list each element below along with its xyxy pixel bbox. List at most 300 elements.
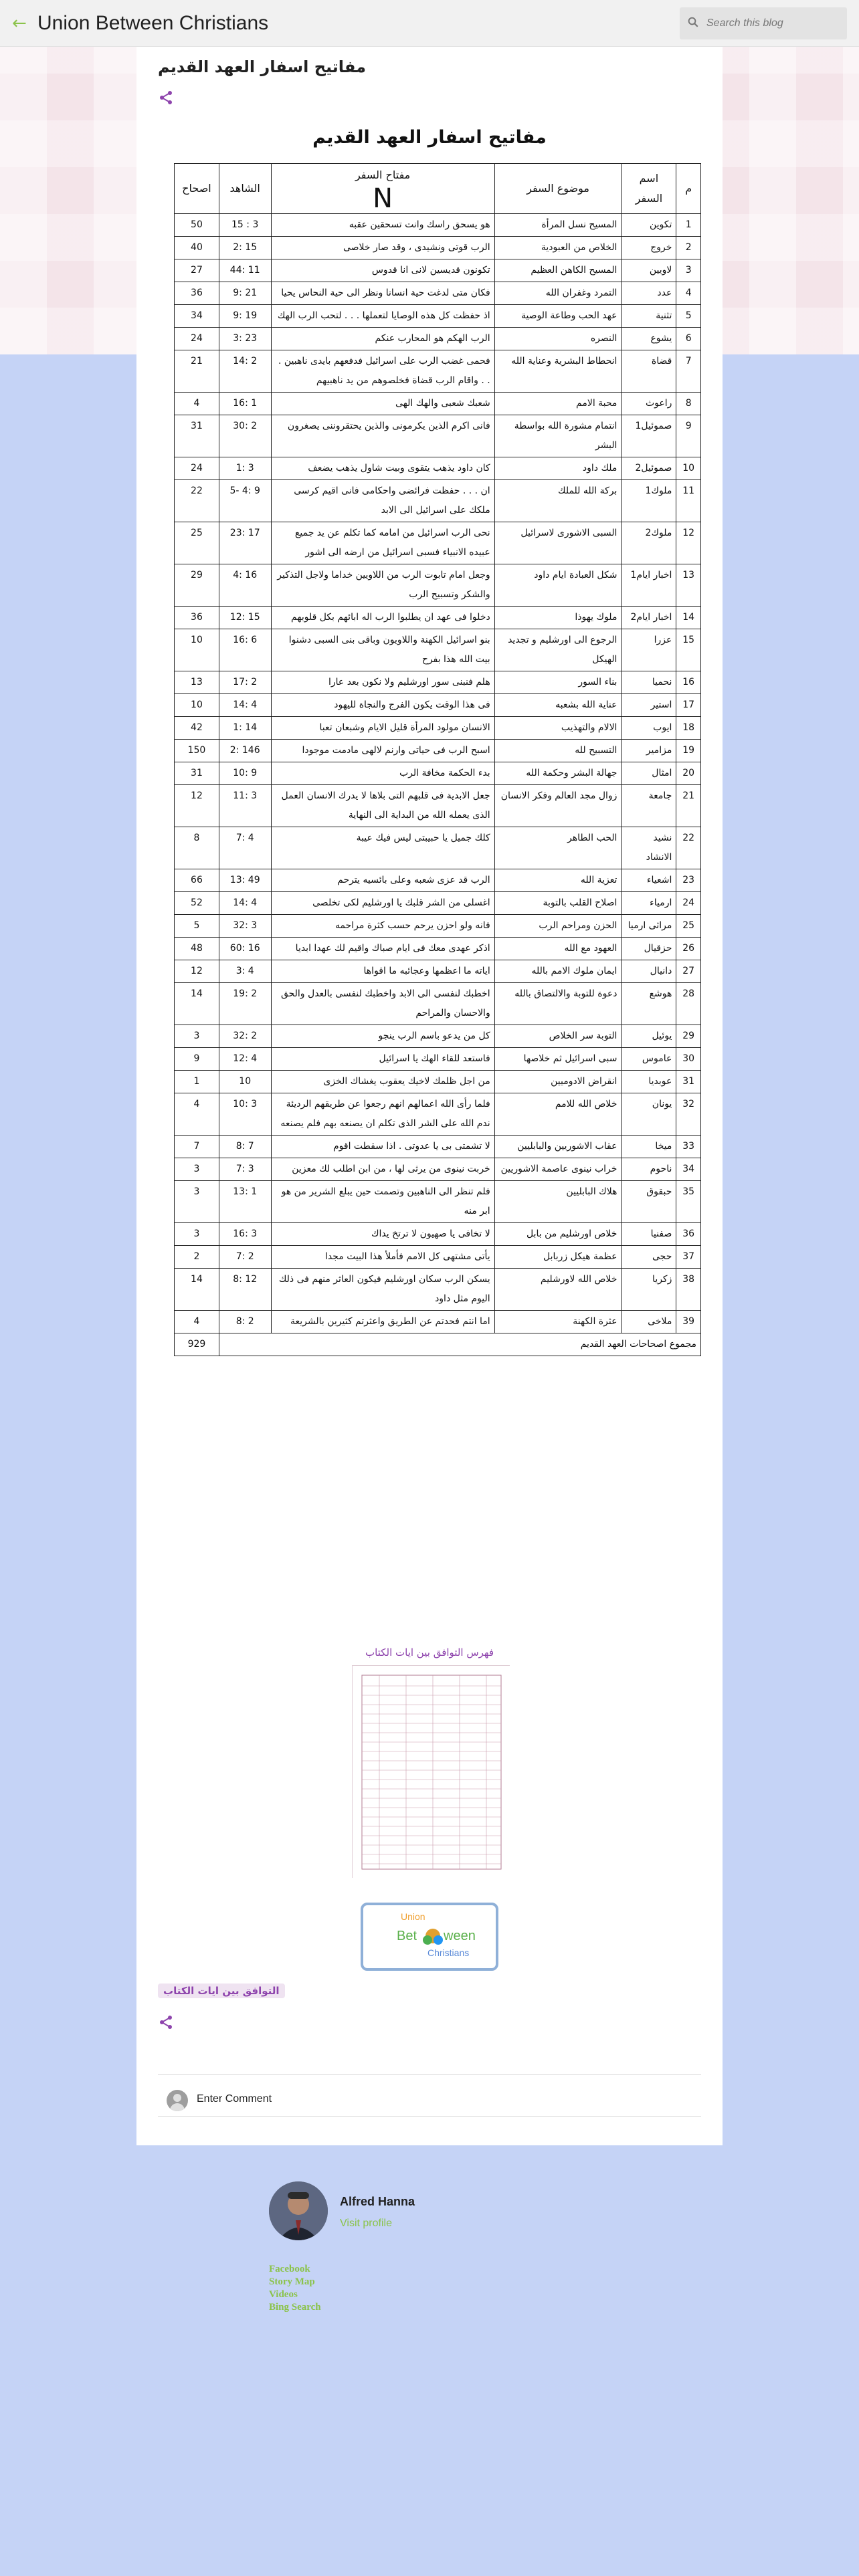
row-witness: 3 :32: [219, 915, 271, 938]
row-book-name: يشوع: [622, 328, 676, 350]
row-chapters: 24: [175, 328, 219, 350]
footer-link-videos[interactable]: Videos: [269, 2289, 298, 2300]
row-witness: 19 :9: [219, 305, 271, 328]
table-row: [175, 214, 701, 237]
search-box[interactable]: [680, 7, 847, 39]
row-number: 36: [676, 1223, 701, 1246]
row-number: 33: [676, 1136, 701, 1158]
row-witness: 2 :30: [219, 415, 271, 457]
table-row: [175, 1071, 701, 1093]
row-subject: انحطاط البشرية وعناية الله: [494, 350, 622, 393]
row-key-verse: لا تشمتى بى يا عدوتى . اذا سقطت اقوم: [271, 1136, 494, 1158]
row-chapters: 4: [175, 393, 219, 415]
row-witness: 6 :16: [219, 629, 271, 671]
row-book-name: مراثى ارميا: [622, 915, 676, 938]
row-key-verse: الرب الهكم هو المحارب عنكم: [271, 328, 494, 350]
footer-link-bing-search[interactable]: Bing Search: [269, 2302, 321, 2313]
row-book-name: راعوث: [622, 393, 676, 415]
row-key-verse: اغسلى من الشر قلبك يا اورشليم لكى تخلصى: [271, 892, 494, 915]
header-key-glyph: N: [373, 183, 393, 214]
comment-divider-bottom: [158, 2116, 701, 2117]
row-number: 30: [676, 1048, 701, 1071]
row-chapters: 14: [175, 1269, 219, 1311]
table-row: [175, 1223, 701, 1246]
post-title: مفاتيح اسفار العهد القديم: [158, 58, 366, 76]
row-number: 34: [676, 1158, 701, 1181]
total-label: مجموع اصحاحات العهد القديم: [219, 1333, 700, 1356]
blog-title[interactable]: Union Between Christians: [37, 11, 269, 34]
row-book-name: هوشع: [622, 983, 676, 1025]
post-card: [136, 47, 723, 2145]
row-witness: 2 :17: [219, 671, 271, 694]
row-subject: انتمام مشورة الله بواسطة البشر: [494, 415, 622, 457]
table-row: [175, 740, 701, 762]
row-chapters: 22: [175, 480, 219, 522]
row-number: 20: [676, 762, 701, 785]
table-row: [175, 785, 701, 827]
row-subject: زوال مجد العالم وفكر الانسان: [494, 785, 622, 827]
row-number: 6: [676, 328, 701, 350]
logo-text-mid-right: ween: [444, 1929, 476, 1943]
row-key-verse: اذكر عهدى معك فى ايام صباك واقيم لك عهدا ابديا: [271, 938, 494, 960]
row-witness: 49 :13: [219, 869, 271, 892]
row-witness: 1 :16: [219, 393, 271, 415]
table-row: [175, 1093, 701, 1136]
comment-divider-top: [158, 2074, 701, 2075]
header-number: م: [676, 164, 701, 214]
row-witness: 146 :2: [219, 740, 271, 762]
row-chapters: 34: [175, 305, 219, 328]
row-subject: المسيح الكاهن العظيم: [494, 259, 622, 282]
content-title: مفاتيح اسفار العهد القديم: [312, 127, 547, 148]
table-row: [175, 393, 701, 415]
row-subject: الالام والتهذيب: [494, 717, 622, 740]
row-number: 19: [676, 740, 701, 762]
row-chapters: 3: [175, 1025, 219, 1048]
total-value: 929: [175, 1333, 219, 1356]
profile-avatar[interactable]: [269, 2181, 328, 2240]
row-chapters: 13: [175, 671, 219, 694]
header-key-label: مفتاح السفر: [355, 169, 411, 181]
row-subject: الرجوع الى اورشليم و تجديد الهيكل: [494, 629, 622, 671]
row-key-verse: اياته ما اعظمها وعجائبه ما اقواها: [271, 960, 494, 983]
row-number: 24: [676, 892, 701, 915]
top-app-bar: [0, 0, 859, 47]
row-subject: ملوك يهوذا: [494, 607, 622, 629]
row-chapters: 5: [175, 915, 219, 938]
row-key-verse: فحمى غضب الرب على اسرائيل فدفعهم بايدى ناهبين . . . واقام الرب قضاة فخلصوهم من يد ناهبيهم: [271, 350, 494, 393]
row-book-name: نشيد الانشاد: [622, 827, 676, 869]
row-witness: 3 :11: [219, 785, 271, 827]
row-subject: التسبيح لله: [494, 740, 622, 762]
row-subject: التوبة سر الخلاص: [494, 1025, 622, 1048]
row-subject: جهالة البشر وحكمة الله: [494, 762, 622, 785]
row-key-verse: اذ حفظت كل هذه الوصايا لتعملها . . . لتحب الرب الهك: [271, 305, 494, 328]
enter-comment-link[interactable]: Enter Comment: [197, 2093, 272, 2105]
row-subject: بركة الله للملك: [494, 480, 622, 522]
row-witness: 3 : 15: [219, 214, 271, 237]
row-subject: عظمة هيكل زربابل: [494, 1246, 622, 1269]
row-key-verse: يأتى مشتهى كل الامم فأملأ هذا البيت مجدا: [271, 1246, 494, 1269]
visit-profile-link[interactable]: Visit profile: [340, 2218, 392, 2229]
row-number: 26: [676, 938, 701, 960]
row-witness: 17 :23: [219, 522, 271, 564]
footer-links: [269, 2263, 321, 2314]
row-book-name: اخبار ايام2: [622, 607, 676, 629]
row-key-verse: شعبك شعبى والهك الهى: [271, 393, 494, 415]
row-chapters: 48: [175, 938, 219, 960]
row-subject: السبى الاشورى لاسرائيل: [494, 522, 622, 564]
row-witness: 14 :1: [219, 717, 271, 740]
row-chapters: 10: [175, 694, 219, 717]
row-book-name: قضاة: [622, 350, 676, 393]
row-book-name: امثال: [622, 762, 676, 785]
row-key-verse: اخطبك لنفسى الى الابد واخطبك لنفسى بالعدل والحق والاحسان والمراحم: [271, 983, 494, 1025]
row-subject: سبى اسرائيل ثم خلاصها: [494, 1048, 622, 1071]
row-book-name: ارمياء: [622, 892, 676, 915]
row-chapters: 4: [175, 1093, 219, 1136]
row-chapters: 14: [175, 983, 219, 1025]
header-subject: موضوع السفر: [494, 164, 622, 214]
row-number: 32: [676, 1093, 701, 1136]
row-witness: 2 :8: [219, 1311, 271, 1333]
logo-text-top: Union: [401, 1911, 425, 1922]
table-row: [175, 1136, 701, 1158]
row-subject: النصره: [494, 328, 622, 350]
row-number: 28: [676, 983, 701, 1025]
row-chapters: 12: [175, 960, 219, 983]
row-witness: 11 :44: [219, 259, 271, 282]
table-row: [175, 892, 701, 915]
table-row: [175, 328, 701, 350]
row-number: 13: [676, 564, 701, 607]
row-witness: 4 :14: [219, 892, 271, 915]
row-number: 17: [676, 694, 701, 717]
row-chapters: 3: [175, 1181, 219, 1223]
table-row: [175, 282, 701, 305]
share-icon-bottom[interactable]: [158, 2014, 174, 2030]
table-row: [175, 717, 701, 740]
row-key-verse: فاستعد للقاء الهك يا اسرائيل: [271, 1048, 494, 1071]
row-subject: الحزن ومراحم الرب: [494, 915, 622, 938]
row-chapters: 3: [175, 1223, 219, 1246]
row-subject: دعوة للتوبة والالتصاق بالله: [494, 983, 622, 1025]
profile-name[interactable]: Alfred Hanna: [340, 2195, 415, 2208]
table-row: [175, 1025, 701, 1048]
row-book-name: عزرا: [622, 629, 676, 671]
table-row: [175, 1311, 701, 1333]
row-book-name: يوئيل: [622, 1025, 676, 1048]
row-subject: التمرد وغفران الله: [494, 282, 622, 305]
row-number: 25: [676, 915, 701, 938]
row-key-verse: هو يسحق راسك وانت تسحقين عقبه: [271, 214, 494, 237]
table-row: [175, 960, 701, 983]
row-book-name: استير: [622, 694, 676, 717]
row-witness: 3 :10: [219, 1093, 271, 1136]
row-chapters: 12: [175, 785, 219, 827]
row-chapters: 36: [175, 607, 219, 629]
row-number: 31: [676, 1071, 701, 1093]
row-chapters: 66: [175, 869, 219, 892]
row-chapters: 10: [175, 629, 219, 671]
row-number: 39: [676, 1311, 701, 1333]
row-witness: 4 :7: [219, 827, 271, 869]
row-number: 10: [676, 457, 701, 480]
table-row: [175, 259, 701, 282]
row-subject: ايمان ملوك الامم بالله: [494, 960, 622, 983]
footer-link-facebook[interactable]: Facebook: [269, 2264, 310, 2274]
header-chapters: اصحاح: [175, 164, 219, 214]
logo-text-bottom: Christians: [427, 1947, 470, 1958]
row-book-name: زكريا: [622, 1269, 676, 1311]
row-key-verse: يسكن الرب سكان اورشليم فيكون العاثر منهم فى ذلك اليوم مثل داود: [271, 1269, 494, 1311]
row-key-verse: اما انتم فحدتم عن الطريق واعثرتم كثيرين بالشريعة: [271, 1311, 494, 1333]
table-row: [175, 915, 701, 938]
row-number: 18: [676, 717, 701, 740]
row-book-name: لاويين: [622, 259, 676, 282]
row-chapters: 36: [175, 282, 219, 305]
row-number: 27: [676, 960, 701, 983]
row-chapters: 4: [175, 1311, 219, 1333]
row-subject: عقاب الاشوريين والبابليين: [494, 1136, 622, 1158]
table-row: [175, 350, 701, 393]
header-witness: الشاهد: [219, 164, 271, 214]
row-key-verse: الرب قوتى ونشيدى ، وقد صار خلاصى: [271, 237, 494, 259]
row-witness: 9 :10: [219, 762, 271, 785]
row-chapters: 3: [175, 1158, 219, 1181]
row-chapters: 52: [175, 892, 219, 915]
row-key-verse: من اجل ظلمك لاخيك يعقوب يغشاك الخزى: [271, 1071, 494, 1093]
row-book-name: صموئيل1: [622, 415, 676, 457]
row-key-verse: فلم تنظر الى الناهبين وتصمت حين يبلع الشرير من هو ابر منه: [271, 1181, 494, 1223]
row-number: 22: [676, 827, 701, 869]
row-key-verse: كل من يدعو باسم الرب ينجو: [271, 1025, 494, 1048]
row-subject: عهد الحب وطاعة الوصية: [494, 305, 622, 328]
row-number: 35: [676, 1181, 701, 1223]
row-number: 16: [676, 671, 701, 694]
table-row: [175, 415, 701, 457]
row-book-name: حزقيال: [622, 938, 676, 960]
row-book-name: حجى: [622, 1246, 676, 1269]
row-book-name: ملوك1: [622, 480, 676, 522]
row-chapters: 8: [175, 827, 219, 869]
row-subject: محبة الامم: [494, 393, 622, 415]
search-input[interactable]: [706, 17, 840, 29]
row-number: 8: [676, 393, 701, 415]
row-book-name: ملاخى: [622, 1311, 676, 1333]
row-chapters: 25: [175, 522, 219, 564]
row-key-verse: تكونون قديسين لانى انا قدوس: [271, 259, 494, 282]
row-chapters: 31: [175, 415, 219, 457]
row-subject: تعزية الله: [494, 869, 622, 892]
row-subject: الحب الطاهر: [494, 827, 622, 869]
row-key-verse: بدء الحكمة مخافة الرب: [271, 762, 494, 785]
row-subject: خلاص الله لاورشليم: [494, 1269, 622, 1311]
table-body: [175, 214, 701, 1356]
table-row: [175, 762, 701, 785]
table-row: [175, 237, 701, 259]
old-testament-keys-table: [174, 163, 701, 1356]
row-subject: بناء السور: [494, 671, 622, 694]
table-row: [175, 305, 701, 328]
row-chapters: 1: [175, 1071, 219, 1093]
row-key-verse: الانسان مولود المرأة قليل الايام وشبعان تعبا: [271, 717, 494, 740]
row-number: 12: [676, 522, 701, 564]
table-row: [175, 457, 701, 480]
row-number: 14: [676, 607, 701, 629]
row-witness: 21 :9: [219, 282, 271, 305]
row-witness: 16 :4: [219, 564, 271, 607]
row-key-verse: هلم فنبنى سور اورشليم ولا نكون بعد عارا: [271, 671, 494, 694]
footer-link-story-map[interactable]: Story Map: [269, 2276, 315, 2287]
row-subject: خراب نينوى عاصمة الاشوريين: [494, 1158, 622, 1181]
row-book-name: تثنية: [622, 305, 676, 328]
row-book-name: يونان: [622, 1093, 676, 1136]
row-book-name: دانيال: [622, 960, 676, 983]
table-row: [175, 827, 701, 869]
row-chapters: 40: [175, 237, 219, 259]
row-book-name: جامعة: [622, 785, 676, 827]
row-key-verse: خربت نينوى من يرثى لها ، من ابن اطلب لك معزين: [271, 1158, 494, 1181]
logo-text-mid-left: Bet: [397, 1929, 417, 1943]
share-icon[interactable]: [158, 90, 174, 106]
header-key: [271, 164, 494, 214]
row-chapters: 150: [175, 740, 219, 762]
row-number: 2: [676, 237, 701, 259]
row-chapters: 2: [175, 1246, 219, 1269]
table-row: [175, 480, 701, 522]
row-book-name: اشعياء: [622, 869, 676, 892]
table-row: [175, 564, 701, 607]
row-chapters: 42: [175, 717, 219, 740]
table-row: [175, 869, 701, 892]
row-subject: ملك داود: [494, 457, 622, 480]
table-row: [175, 1158, 701, 1181]
table-row: [175, 1246, 701, 1269]
comment-avatar: [167, 2090, 188, 2111]
row-number: 5: [676, 305, 701, 328]
row-number: 23: [676, 869, 701, 892]
row-witness: 4 :3: [219, 960, 271, 983]
row-witness: 3 :7: [219, 1158, 271, 1181]
row-book-name: نحميا: [622, 671, 676, 694]
back-arrow-icon[interactable]: ←: [12, 13, 27, 33]
row-book-name: ايوب: [622, 717, 676, 740]
row-book-name: عدد: [622, 282, 676, 305]
row-subject: اصلاح القلب بالتوبة: [494, 892, 622, 915]
table-row: [175, 607, 701, 629]
row-subject: المسيح نسل المرأة: [494, 214, 622, 237]
row-subject: انقراض الادوميين: [494, 1071, 622, 1093]
row-chapters: 29: [175, 564, 219, 607]
table-total-row: [175, 1333, 701, 1356]
row-number: 1: [676, 214, 701, 237]
row-witness: 2 :32: [219, 1025, 271, 1048]
row-witness: 9 :4 -5: [219, 480, 271, 522]
row-witness: 3 :1: [219, 457, 271, 480]
row-witness: 3 :16: [219, 1223, 271, 1246]
table-row: [175, 983, 701, 1025]
row-book-name: عوبديا: [622, 1071, 676, 1093]
row-subject: خلاص اورشليم من بابل: [494, 1223, 622, 1246]
row-key-verse: الرب قد عزى شعبه وعلى بائسيه يترحم: [271, 869, 494, 892]
table-header-row: [175, 164, 701, 214]
row-witness: 16 :60: [219, 938, 271, 960]
row-key-verse: فكان متى لدغت حية انسانا ونظر الى حية النحاس يحيا: [271, 282, 494, 305]
row-number: 11: [676, 480, 701, 522]
row-number: 15: [676, 629, 701, 671]
row-number: 3: [676, 259, 701, 282]
row-witness: 4 :14: [219, 694, 271, 717]
row-witness: 2 :7: [219, 1246, 271, 1269]
row-chapters: 27: [175, 259, 219, 282]
row-key-verse: دخلوا فى عهد ان يطلبوا الرب اله ابائهم بكل قلوبهم: [271, 607, 494, 629]
post-label-chip[interactable]: التوافق بين ايات الكتاب: [158, 1983, 285, 1998]
index-link[interactable]: فهرس التوافق بين ايات الكتاب: [365, 1646, 494, 1658]
row-book-name: عاموس: [622, 1048, 676, 1071]
search-icon[interactable]: [680, 16, 706, 31]
row-subject: هلاك البابليين: [494, 1181, 622, 1223]
row-witness: 2 :19: [219, 983, 271, 1025]
row-witness: 15 :12: [219, 607, 271, 629]
table-row: [175, 694, 701, 717]
row-book-name: ميخا: [622, 1136, 676, 1158]
row-key-verse: فانى اكرم الذين يكرمونى والذين يحتقروننى يصغرون: [271, 415, 494, 457]
row-book-name: صفنيا: [622, 1223, 676, 1246]
row-book-name: حبقوق: [622, 1181, 676, 1223]
table-row: [175, 938, 701, 960]
row-witness: 15 :2: [219, 237, 271, 259]
row-book-name: ناحوم: [622, 1158, 676, 1181]
row-book-name: صموئيل2: [622, 457, 676, 480]
row-witness: 2 :14: [219, 350, 271, 393]
row-key-verse: فانه ولو احزن يرحم حسب كثرة مراحمه: [271, 915, 494, 938]
row-key-verse: فلما رأى الله اعمالهم انهم رجعوا عن طريقهم الرديئة ندم الله على الشر الذى تكلم ان يصنعه بهم فلم يصنعه: [271, 1093, 494, 1136]
row-key-verse: نحى الرب اسرائيل من امامه كما تكلم عن يد جميع عبيده الانبياء فسبى اسرائيل من ارضه الى اشور: [271, 522, 494, 564]
row-subject: عناية الله بشعبه: [494, 694, 622, 717]
row-key-verse: بنو اسرائيل الكهنة واللاويون وباقى بنى السبى دشنوا بيت الله هذا بفرح: [271, 629, 494, 671]
row-chapters: 50: [175, 214, 219, 237]
row-key-verse: كلك جميل يا حبيبتى ليس فيك عيبة: [271, 827, 494, 869]
row-key-verse: فى هذا الوقت يكون الفرج والنجاة لليهود: [271, 694, 494, 717]
row-witness: 1 :13: [219, 1181, 271, 1223]
row-number: 38: [676, 1269, 701, 1311]
row-chapters: 24: [175, 457, 219, 480]
row-chapters: 9: [175, 1048, 219, 1071]
table-row: [175, 1269, 701, 1311]
row-key-verse: كان داود يذهب يتقوى وبيت شاول يذهب يضعف: [271, 457, 494, 480]
table-row: [175, 1048, 701, 1071]
row-witness: 10: [219, 1071, 271, 1093]
row-subject: عثرة الكهنة: [494, 1311, 622, 1333]
row-number: 4: [676, 282, 701, 305]
row-book-name: ملوك2: [622, 522, 676, 564]
row-subject: العهود مع الله: [494, 938, 622, 960]
union-between-christians-logo[interactable]: [361, 1903, 498, 1971]
index-document-thumbnail[interactable]: [352, 1665, 510, 1878]
table-row: [175, 629, 701, 671]
row-book-name: خروج: [622, 237, 676, 259]
row-witness: 23 :3: [219, 328, 271, 350]
row-witness: 4 :12: [219, 1048, 271, 1071]
row-number: 29: [676, 1025, 701, 1048]
row-key-verse: جعل الابدية فى قلبهم التى بلاها لا يدرك الانسان العمل الذى يعمله الله من البداية الى النهاية: [271, 785, 494, 827]
row-key-verse: لا تخافى يا صهيون لا ترتخ يداك: [271, 1223, 494, 1246]
row-number: 7: [676, 350, 701, 393]
header-book-name: اسم السفر: [622, 164, 676, 214]
row-subject: شكل العبادة ايام داود: [494, 564, 622, 607]
row-book-name: مزامير: [622, 740, 676, 762]
